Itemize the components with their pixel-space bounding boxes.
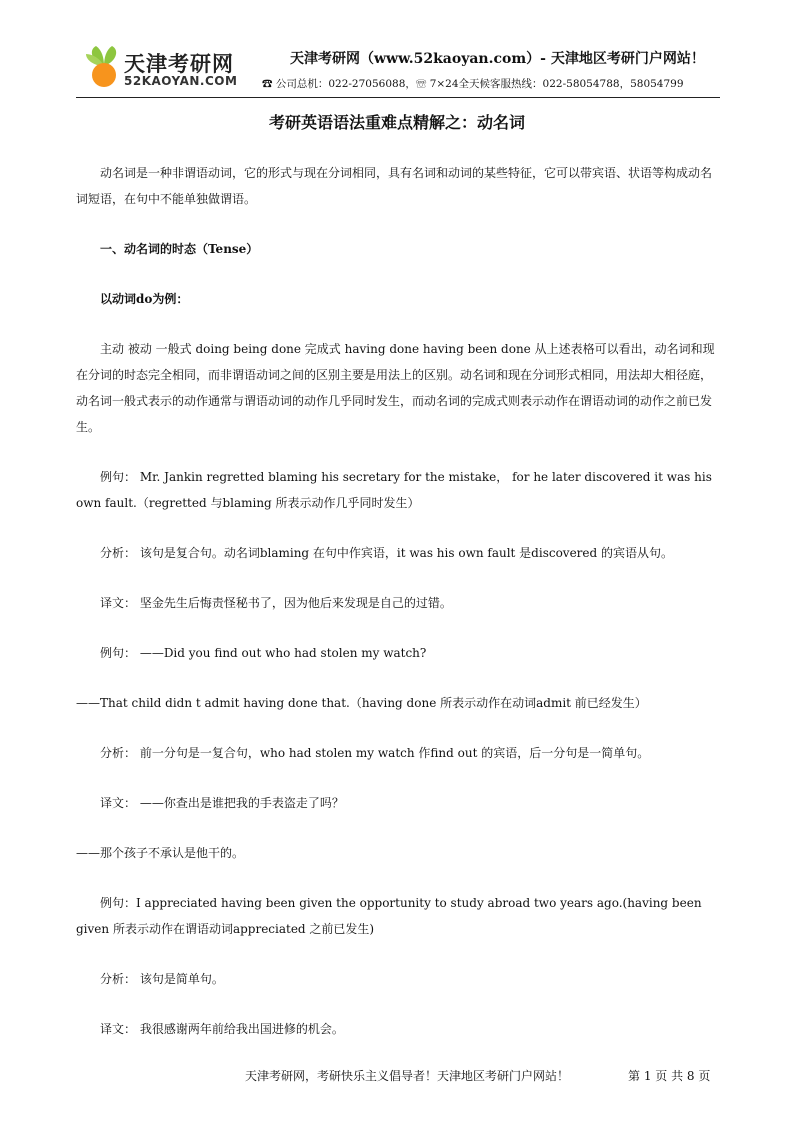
analysis-line: 分析： 该句是简单句。 [100, 972, 224, 986]
logo-mark-icon [84, 44, 124, 88]
analysis-line: 分析： 前一分句是一复合句，who had stolen my watch 作find out 的宾语，后一分句是一简单句。 [100, 746, 650, 760]
translation-line: 译文： 坚金先生后悔责怪秘书了，因为他后来发现是自己的过错。 [100, 596, 452, 610]
footer-slogan: 天津考研网，考研快乐主义倡导者！天津地区考研门户网站！ [245, 1069, 570, 1083]
page-number: 第 1 页 共 8 页 [628, 1069, 711, 1083]
subsection-heading: 以动词do为例： [100, 292, 189, 306]
translation-line: 译文： 我很感谢两年前给我出国进修的机会。 [100, 1022, 344, 1036]
logo-english-text: 52KAOYAN.COM [124, 74, 238, 88]
example-sentence: 例句： Mr. Jankin regretted blaming his secretary for the mistake， for he later discovered it was his own fault.（regretted 与blaming 所表示动作几乎同时发生） [76, 470, 712, 510]
contact-line: ☎ 公司总机：022-27056088，☏ 7×24全天候客服热线：022-58054788，58054799 [262, 78, 684, 90]
body-paragraph: 动名词是一种非谓语动词，它的形式与现在分词相同，具有名词和动词的某些特征，它可以带宾语、状语等构成动名词短语，在句中不能单独做谓语。 [76, 166, 713, 206]
example-sentence: 例句：I appreciated having been given the opportunity to study abroad two years ago.(having been given 所表示动作在谓语动词appreciated 之前已发生) [76, 896, 702, 936]
page-header [76, 38, 720, 98]
example-sentence: 例句： ——Did you find out who had stolen my watch? [100, 646, 427, 660]
site-name-line: 天津考研网（www.52kaoyan.com）- 天津地区考研门户网站！ [290, 51, 705, 67]
translation-line: 译文： ——你查出是谁把我的手表盗走了吗？ [100, 796, 344, 810]
section-heading: 一、动名词的时态（Tense） [100, 242, 259, 256]
document-title: 考研英语语法重难点精解之：动名词 [268, 113, 525, 132]
translation-line: ——那个孩子不承认是他干的。 [76, 846, 245, 860]
site-logo[interactable] [84, 42, 238, 92]
body-paragraph: 主动 被动 一般式 doing being done 完成式 having done having been done 从上述表格可以看出，动名词和现在分词的时态完全相同，而非谓语动词之间的区别主要是用法上的区别。动名词和现在分词形式相同，用法却大相径庭，动名词一般式表示的动作通常与谓语动词的动作几乎同时发生，而动名词的完成式则表示动作在谓语动词的动作之前已发生。 [76, 342, 715, 434]
logo-chinese-text: 天津考研网 [124, 52, 234, 76]
example-sentence: ——That child didn t admit having done that.（having done 所表示动作在动词admit 前已经发生） [76, 696, 647, 710]
header-divider [76, 97, 720, 98]
analysis-line: 分析： 该句是复合句。动名词blaming 在句中作宾语，it was his own fault 是discovered 的宾语从句。 [100, 546, 674, 560]
document-body [76, 160, 720, 1042]
